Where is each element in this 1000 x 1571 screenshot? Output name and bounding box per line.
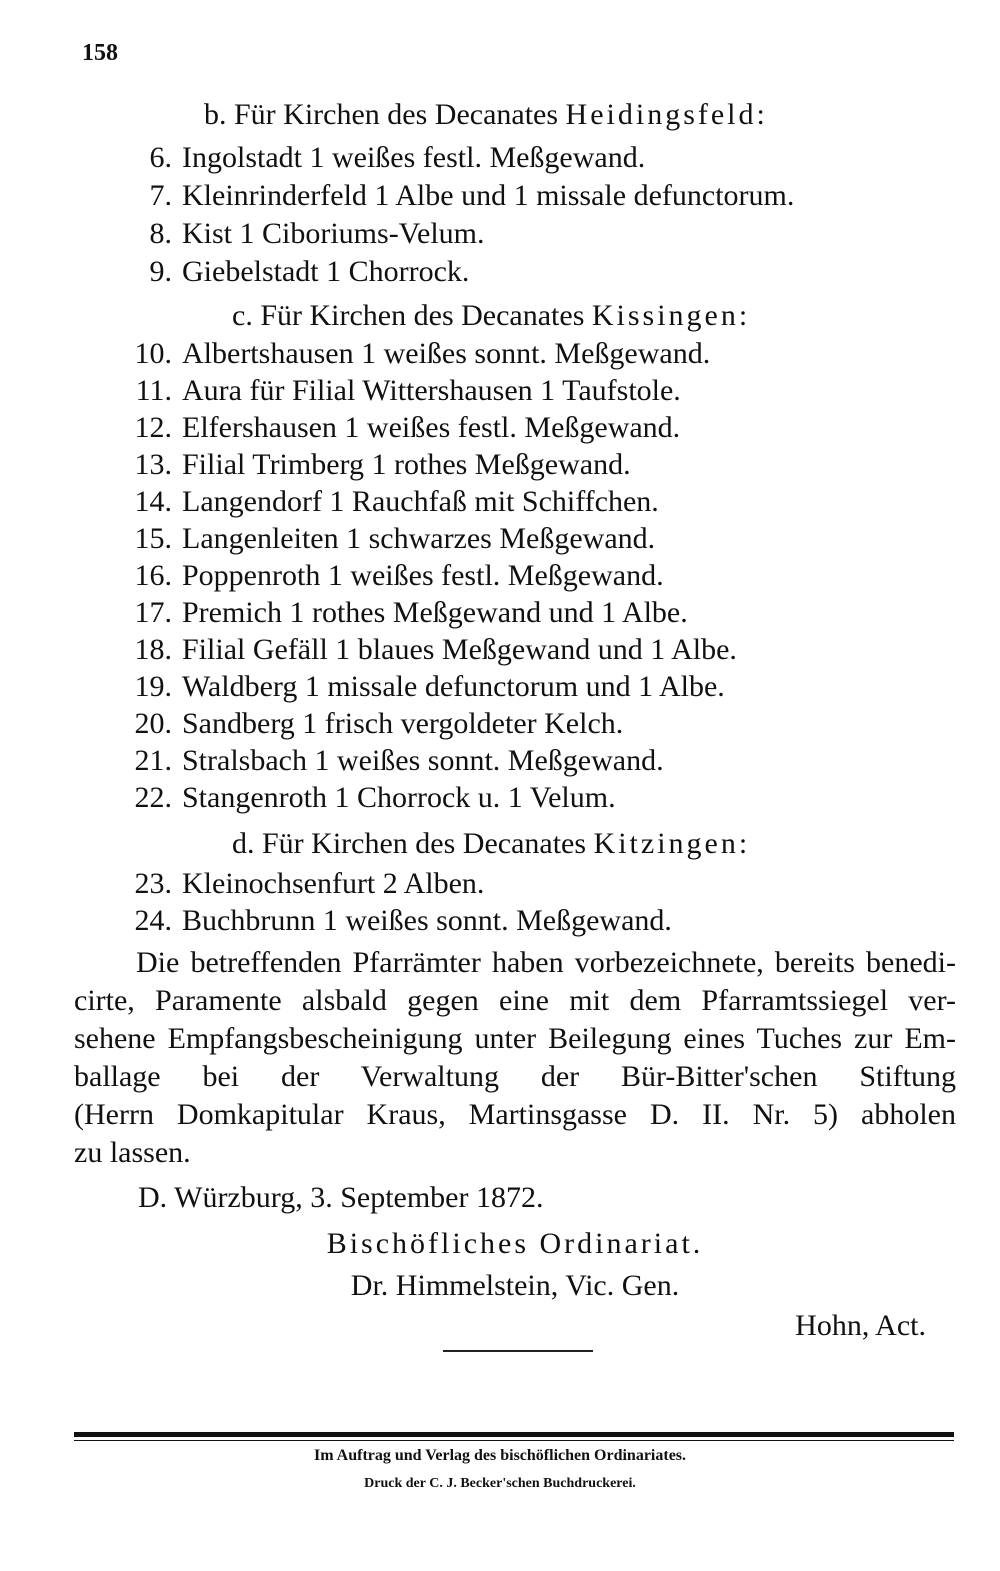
section-heading-d [232,826,750,862]
item-text: Aura für Filial Wittershausen 1 Taufstole. [182,374,681,407]
item-text: Langenleiten 1 schwarzes Meßgewand. [182,522,656,555]
list-item [120,336,710,372]
item-text: Albertshausen 1 weißes sonnt. Meßgewand. [182,337,711,370]
item-number: 14. [134,485,172,518]
item-number: 9. [149,255,172,288]
list-item [120,447,631,483]
list-item [120,410,680,446]
list-item [120,178,794,214]
section-heading-text: Für Kirchen des Decanates [260,299,585,332]
list-item [120,521,655,557]
item-number: 7. [149,179,172,212]
list-item [120,140,645,176]
item-text: Filial Gefäll 1 blaues Meßgewand und 1 Albe. [182,633,737,666]
item-text: Buchbrunn 1 weißes sonnt. Meßgewand. [182,904,672,937]
list-item [120,558,664,594]
section-place: Kissingen: [591,299,751,332]
signatory: Dr. Himmelstein, Vic. Gen. [350,1269,680,1302]
item-text: Langendorf 1 Rauchfaß mit Schiffchen. [182,485,659,518]
paragraph-line: (Herrn Domkapitular Kraus, Martinsgasse D. II. Nr. 5) abholen [74,1098,956,1131]
item-number: 13. [134,448,172,481]
page-number: 158 [82,40,118,66]
list-item [120,866,484,902]
item-text: Premich 1 rothes Meßgewand und 1 Albe. [182,596,688,629]
item-text: Ingolstadt 1 weißes festl. Meßgewand. [182,141,646,174]
item-text: Kist 1 Ciboriums-Velum. [182,217,485,250]
item-number: 19. [134,670,172,703]
item-number: 23. [134,867,172,900]
section-heading-text: Für Kirchen des Decanates [234,98,559,131]
footer-rule-thick [74,1432,954,1437]
list-item [120,903,672,939]
item-text: Giebelstadt 1 Chorrock. [182,255,470,288]
list-item [120,780,616,816]
item-text: Kleinochsenfurt 2 Alben. [182,867,485,900]
paragraph-line: sehene Empfangsbescheinigung unter Beilegung eines Tuches zur Em- [74,1022,956,1055]
list-item [120,595,688,631]
imprint-printer: Druck der C. J. Becker'schen Buchdruckerei. [364,1476,636,1491]
item-number: 21. [134,744,172,777]
list-item [120,743,664,779]
item-number: 17. [134,596,172,629]
section-heading-c [232,298,750,334]
section-letter: d. [232,827,255,860]
item-number: 15. [134,522,172,555]
list-item [120,632,737,668]
item-number: 16. [134,559,172,592]
item-number: 22. [134,781,172,814]
item-text: Waldberg 1 missale defunctorum und 1 Albe. [182,670,725,703]
list-item [120,706,623,742]
list-item [120,254,469,290]
list-item [120,669,725,705]
item-number: 8. [149,217,172,250]
item-number: 24. [134,904,172,937]
item-number: 12. [134,411,172,444]
imprint-publisher: Im Auftrag und Verlag des bischöflichen Ordinariates. [313,1447,687,1464]
item-number: 20. [134,707,172,740]
item-number: 6. [149,141,172,174]
item-text: Kleinrinderfeld 1 Albe und 1 missale defunctorum. [182,179,795,212]
paragraph-line: ballage bei der Verwaltung der Bür-Bitter'schen Stiftung [74,1060,956,1093]
item-number: 11. [135,374,172,407]
item-text: Sandberg 1 frisch vergoldeter Kelch. [182,707,624,740]
paragraph-line: Die betreffenden Pfarrämter haben vorbezeichnete, bereits benedi- [136,946,956,979]
item-number: 18. [134,633,172,666]
footer-rule-thin [74,1440,954,1441]
item-text: Elfershausen 1 weißes festl. Meßgewand. [182,411,681,444]
item-text: Poppenroth 1 weißes festl. Meßgewand. [182,559,664,592]
section-heading-b [204,97,768,133]
section-heading-text: Für Kirchen des Decanates [262,827,587,860]
item-number: 10. [134,337,172,370]
item-text: Stangenroth 1 Chorrock u. 1 Velum. [182,781,616,814]
list-item [120,373,681,409]
closing-divider [443,1350,593,1352]
section-place: Heidingsfeld: [565,98,768,131]
section-letter: b. [204,98,227,131]
paragraph-line: cirte, Paramente alsbald gegen eine mit dem Pfarramtssiegel ver- [74,984,956,1017]
item-text: Stralsbach 1 weißes sonnt. Meßgewand. [182,744,664,777]
secretary: Hohn, Act. [795,1309,926,1342]
section-letter: c. [232,299,253,332]
paragraph-line: zu lassen. [74,1136,191,1169]
section-place: Kitzingen: [593,827,751,860]
authority-name: Bischöfliches Ordinariat. [326,1227,704,1260]
list-item [120,216,485,252]
item-text: Filial Trimberg 1 rothes Meßgewand. [182,448,631,481]
dateline: D. Würzburg, 3. September 1872. [138,1181,544,1214]
list-item [120,484,659,520]
